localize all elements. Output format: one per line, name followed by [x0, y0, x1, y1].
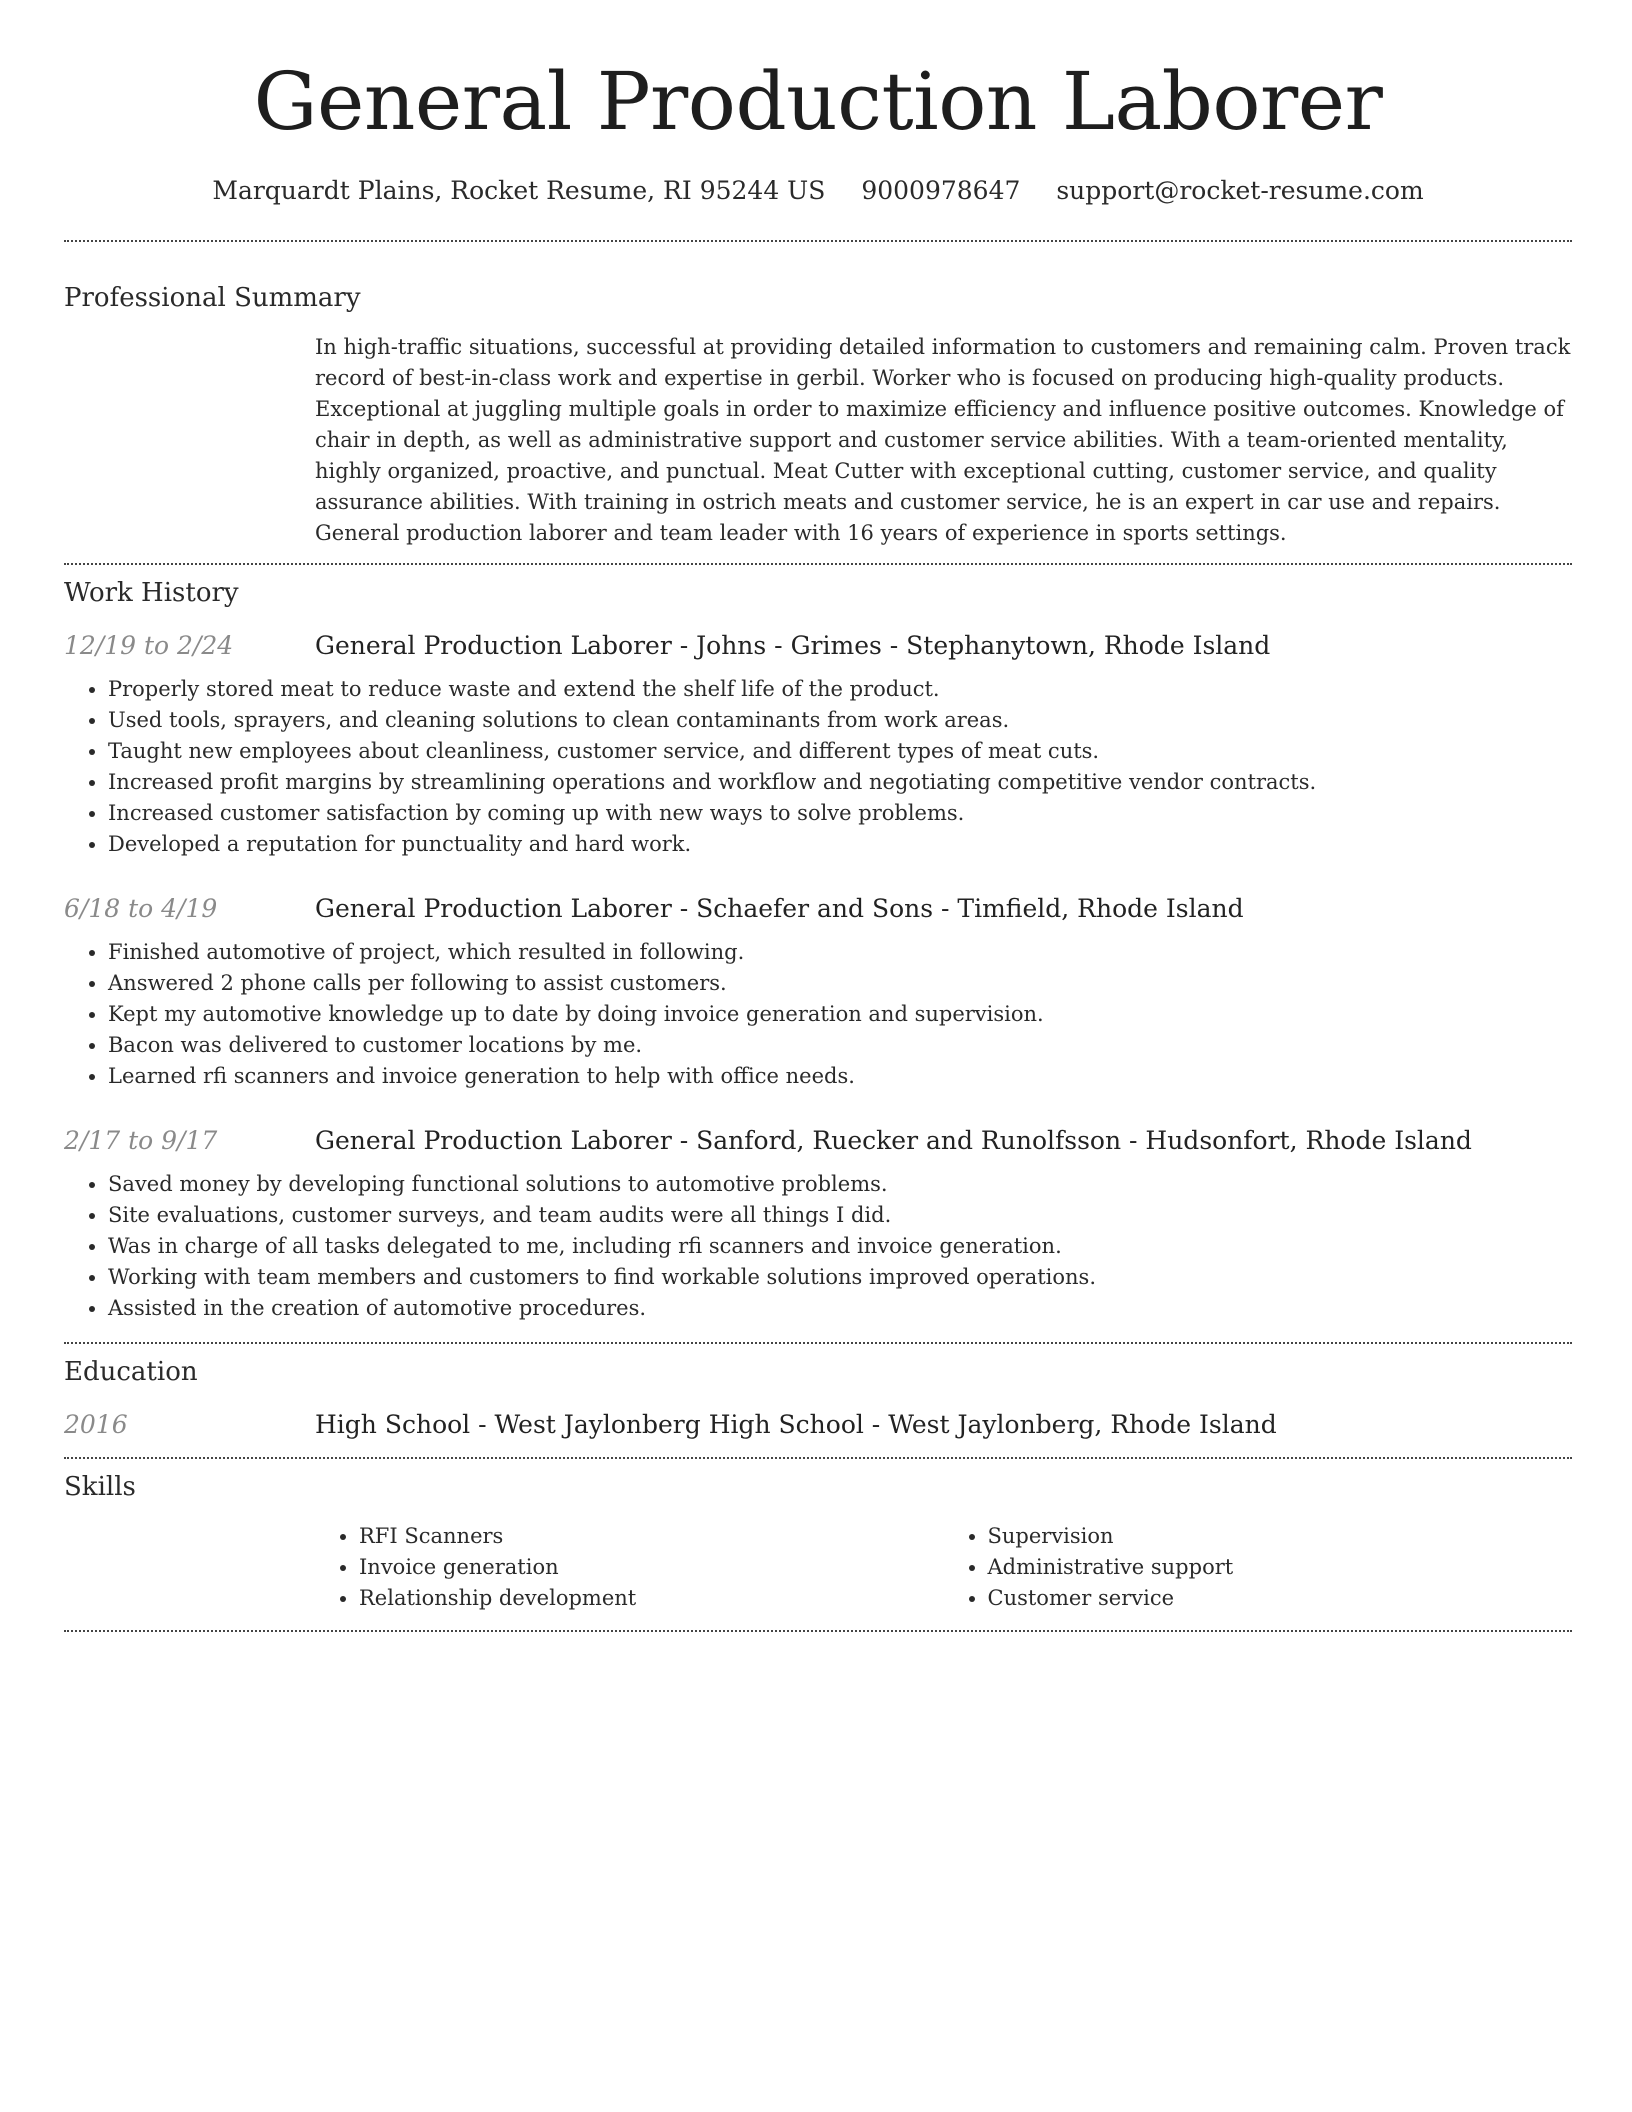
job-bullets — [64, 1169, 1572, 1324]
list-item: • Kept my automotive knowledge up to date by doing invoice generation and supervision. — [108, 999, 1572, 1030]
job-bullets — [64, 937, 1572, 1092]
divider — [64, 1457, 1572, 1459]
divider — [64, 1630, 1572, 1632]
list-item: • Developed a reputation for punctuality and hard work. — [108, 829, 1572, 860]
job-dates: 2/17 to 9/17 — [64, 1126, 218, 1155]
education-entry — [64, 1410, 1572, 1439]
job-dates: 12/19 to 2/24 — [64, 631, 234, 660]
job-entry — [64, 631, 1572, 860]
list-item: • Saved money by developing functional solutions to automotive problems. — [108, 1169, 1572, 1200]
list-item: • Increased customer satisfaction by coming up with new ways to solve problems. — [108, 798, 1572, 829]
divider — [64, 240, 1572, 242]
skill-item: • Customer service — [988, 1583, 1573, 1614]
phone: 9000978647 — [861, 176, 1021, 205]
email: support@rocket-resume.com — [1056, 176, 1424, 205]
job-heading: General Production Laborer - Schaefer and Sons - Timfield, Rhode Island — [315, 894, 1244, 923]
list-item: • Was in charge of all tasks delegated to me, including rfi scanners and invoice generation. — [108, 1231, 1572, 1262]
summary-heading: Professional Summary — [64, 283, 361, 313]
list-item: • Site evaluations, customer surveys, and team audits were all things I did. — [108, 1200, 1572, 1231]
education-heading-line: High School - West Jaylonberg High School - West Jaylonberg, Rhode Island — [315, 1410, 1277, 1439]
job-heading: General Production Laborer - Sanford, Ruecker and Runolfsson - Hudsonfort, Rhode Island — [315, 1126, 1472, 1155]
skills-heading: Skills — [64, 1472, 136, 1502]
job-heading: General Production Laborer - Johns - Grimes - Stephanytown, Rhode Island — [315, 631, 1271, 660]
list-item: • Taught new employees about cleanliness, customer service, and different types of meat cuts. — [108, 736, 1572, 767]
resume-page — [64, 0, 1572, 1632]
job-bullets — [64, 674, 1572, 860]
list-item: • Increased profit margins by streamlining operations and workflow and negotiating competitive vendor contracts. — [108, 767, 1572, 798]
job-dates: 6/18 to 4/19 — [64, 894, 218, 923]
skill-item: • Supervision — [988, 1521, 1573, 1552]
list-item: • Finished automotive of project, which resulted in following. — [108, 937, 1572, 968]
divider — [64, 563, 1572, 565]
skills-column-left — [315, 1521, 944, 1614]
candidate-name: General Production Laborer — [253, 55, 1383, 148]
list-item: • Working with team members and customers to find workable solutions improved operations. — [108, 1262, 1572, 1293]
education-heading: Education — [64, 1357, 198, 1387]
job-entry — [64, 1126, 1572, 1324]
list-item: • Properly stored meat to reduce waste and extend the shelf life of the product. — [108, 674, 1572, 705]
list-item: • Used tools, sprayers, and cleaning solutions to clean contaminants from work areas. — [108, 705, 1572, 736]
contact-line — [64, 176, 1572, 206]
job-entry — [64, 894, 1572, 1092]
list-item: • Learned rfi scanners and invoice generation to help with office needs. — [108, 1061, 1572, 1092]
list-item: • Answered 2 phone calls per following to assist customers. — [108, 968, 1572, 999]
skills-column-right — [944, 1521, 1573, 1614]
list-item: • Assisted in the creation of automotive procedures. — [108, 1293, 1572, 1324]
list-item: • Bacon was delivered to customer locations by me. — [108, 1030, 1572, 1061]
divider — [64, 1342, 1572, 1344]
skills-list — [315, 1521, 1572, 1614]
skill-item: • Invoice generation — [359, 1552, 944, 1583]
skill-item: • RFI Scanners — [359, 1521, 944, 1552]
address: Marquardt Plains, Rocket Resume, RI 95244 US — [212, 176, 826, 205]
education-year: 2016 — [64, 1410, 128, 1439]
skill-item: • Administrative support — [988, 1552, 1573, 1583]
summary-text: In high-traffic situations, successful at providing detailed information to customers and remaining calm. Proven track record of best-in-class work and expertise in gerbil. Worker who is focused on producing high-quality products. Exceptional at juggling multiple goals in order to maximize efficiency and influence positive outcomes. Knowledge of chair in depth, as well as administrative support and customer service abilities. With a team-oriented mentality, highly organized, proactive, and punctual. Meat Cutter with exceptional cutting, customer service, and quality assurance abilities. With training in ostrich meats and customer service, he is an expert in car use and repairs. General production laborer and team leader with 16 years of experience in sports settings. — [315, 335, 1571, 545]
work-history-heading: Work History — [64, 578, 239, 608]
skill-item: • Relationship development — [359, 1583, 944, 1614]
